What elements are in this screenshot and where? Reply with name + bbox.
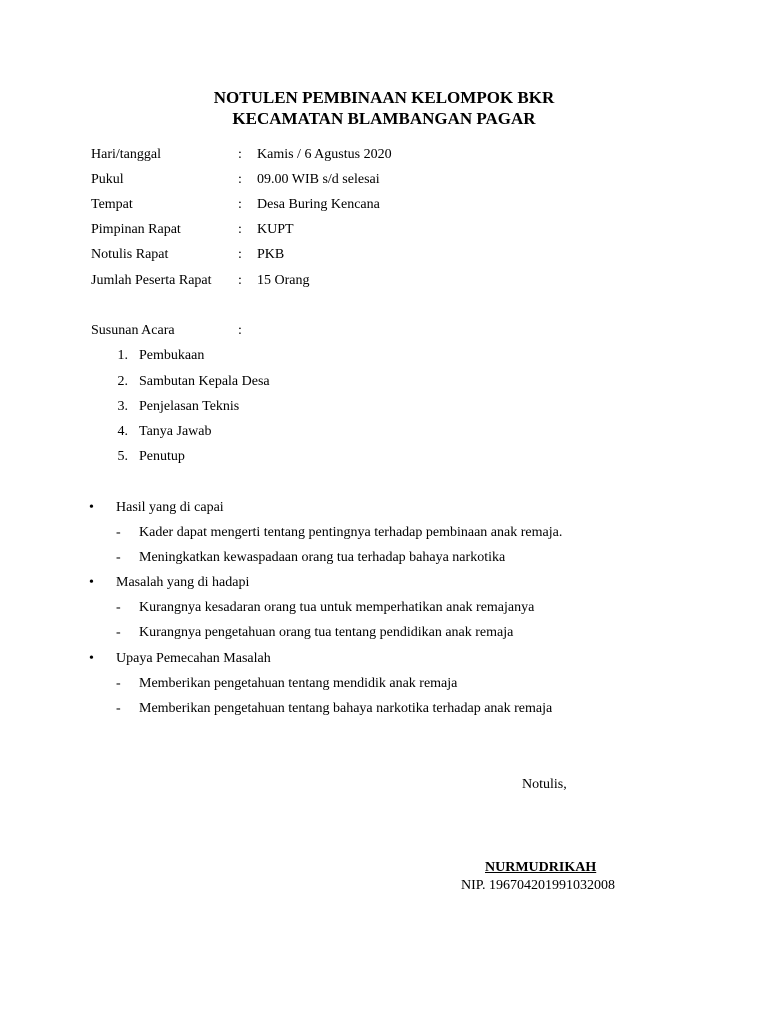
bullet-icon: • xyxy=(89,575,94,590)
document-title-line-1: NOTULEN PEMBINAAN KELOMPOK BKR xyxy=(213,88,555,107)
agenda-item-number: 5. xyxy=(117,449,128,464)
signatory-nip: NIP. 196704201991032008 xyxy=(461,878,616,893)
agenda-item-number: 3. xyxy=(117,399,128,414)
dash-icon: - xyxy=(116,550,121,565)
section-item-text: Kader dapat mengerti tentang pentingnya terhadap pembinaan anak remaja. xyxy=(139,525,563,540)
signatory-name: NURMUDRIKAH xyxy=(485,860,597,875)
info-colon: : xyxy=(238,222,242,237)
info-colon: : xyxy=(238,247,242,262)
info-value: Kamis / 6 Agustus 2020 xyxy=(257,147,392,162)
dash-icon: - xyxy=(116,625,121,640)
agenda-item-text: Pembukaan xyxy=(139,348,205,363)
document-title-line-2: KECAMATAN BLAMBANGAN PAGAR xyxy=(232,109,536,128)
info-colon: : xyxy=(238,147,242,162)
section-item-text: Memberikan pengetahuan tentang bahaya narkotika terhadap anak remaja xyxy=(139,701,553,716)
signature-label: Notulis, xyxy=(522,777,567,792)
info-label: Pimpinan Rapat xyxy=(91,222,181,237)
agenda-colon: : xyxy=(238,323,242,338)
agenda-item-text: Tanya Jawab xyxy=(139,424,212,439)
info-value: PKB xyxy=(257,247,285,262)
info-label: Hari/tanggal xyxy=(91,147,161,162)
info-label: Notulis Rapat xyxy=(91,247,169,262)
section-title: Hasil yang di capai xyxy=(116,500,224,515)
info-value: Desa Buring Kencana xyxy=(257,197,380,212)
info-value: 09.00 WIB s/d selesai xyxy=(257,172,380,187)
section-item-text: Memberikan pengetahuan tentang mendidik anak remaja xyxy=(139,676,458,691)
section-item-text: Meningkatkan kewaspadaan orang tua terhadap bahaya narkotika xyxy=(139,550,506,565)
dash-icon: - xyxy=(116,600,121,615)
section-title: Upaya Pemecahan Masalah xyxy=(116,651,271,666)
dash-icon: - xyxy=(116,525,121,540)
bullet-icon: • xyxy=(89,500,94,515)
info-label: Jumlah Peserta Rapat xyxy=(91,273,212,288)
agenda-item-text: Sambutan Kepala Desa xyxy=(139,374,270,389)
info-label: Tempat xyxy=(91,197,133,212)
info-value: 15 Orang xyxy=(257,273,310,288)
section-item-text: Kurangnya pengetahuan orang tua tentang pendidikan anak remaja xyxy=(139,625,514,640)
bullet-icon: • xyxy=(89,651,94,666)
info-colon: : xyxy=(238,273,242,288)
dash-icon: - xyxy=(116,676,121,691)
agenda-item-text: Penjelasan Teknis xyxy=(139,399,240,414)
section-title: Masalah yang di hadapi xyxy=(116,575,250,590)
agenda-item-number: 1. xyxy=(117,348,128,363)
agenda-item-number: 4. xyxy=(117,424,128,439)
info-value: KUPT xyxy=(257,222,294,237)
agenda-item-text: Penutup xyxy=(139,449,185,464)
info-label: Pukul xyxy=(91,172,124,187)
dash-icon: - xyxy=(116,701,121,716)
agenda-item-number: 2. xyxy=(117,374,128,389)
agenda-label: Susunan Acara xyxy=(91,323,175,338)
section-item-text: Kurangnya kesadaran orang tua untuk memperhatikan anak remajanya xyxy=(139,600,535,615)
info-colon: : xyxy=(238,172,242,187)
info-colon: : xyxy=(238,197,242,212)
